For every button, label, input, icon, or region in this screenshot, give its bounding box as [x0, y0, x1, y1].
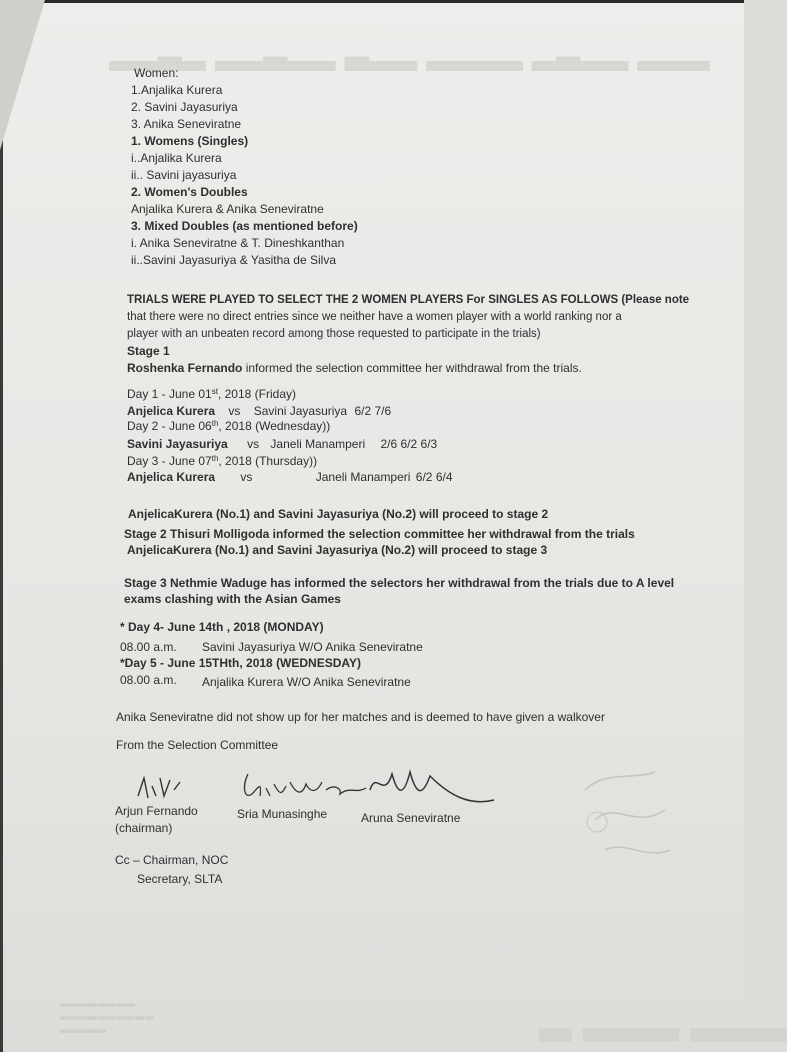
day-suffix: th: [211, 454, 219, 463]
stage2-note: Stage 2 Thisuri Molligoda informed the selection committee her withdrawal from the trials: [124, 527, 635, 541]
signatory-role: (chairman): [115, 821, 173, 835]
cc-line: Cc – Chairman, NOC: [115, 853, 229, 867]
player-two: Janeli Manamperi: [270, 437, 366, 451]
day-label: Day 1 - June 01: [127, 387, 212, 401]
day3-match: [127, 470, 453, 485]
versus-label: vs: [228, 404, 241, 418]
mixed-list-item: i. Anika Seneviratne & T. Dineshkanthan: [131, 236, 345, 250]
trials-paragraph-line: TRIALS WERE PLAYED TO SELECT THE 2 WOMEN PLAYERS For SINGLES AS FOLLOWS (Please note: [127, 294, 690, 306]
cc-line: Secretary, SLTA: [137, 872, 223, 886]
women-header: Women:: [134, 66, 179, 80]
day-date-rest: , 2018 (Friday): [217, 387, 296, 401]
stage1-note-rest: informed the selection committee her withdrawal from the trials.: [242, 361, 582, 375]
day-label: Day 2 - June 06: [127, 419, 212, 433]
women-list-item: 2. Savini Jayasuriya: [131, 100, 238, 114]
stage3-note-line: Stage 3 Nethmie Waduge has informed the selectors her withdrawal from the trials due to A level: [124, 576, 675, 590]
page-edge-left: [0, 0, 3, 1052]
player-name: Roshenka Fernando: [127, 361, 243, 375]
show-through-letterhead: ▂▂▃▂ ▂▂▃▂▂ ▃▂▂ ▂▂▂▂ ▂▃▂▂ ▂▂▂: [110, 37, 711, 70]
singles-heading: 1. Womens (Singles): [131, 134, 249, 148]
day4-result: Savini Jayasuriya W/O Anika Seneviratne: [202, 640, 423, 654]
stage1-label: Stage 1: [127, 344, 170, 358]
walkover-note: Anika Seneviratne did not show up for her matches and is deemed to have given a walkover: [116, 710, 605, 724]
day-suffix: th: [211, 419, 219, 428]
proceed-stage3: AnjelicaKurera (No.1) and Savini Jayasuriya (No.2) will proceed to stage 3: [127, 543, 548, 557]
show-through-number: ▂ ▂▂▂ ▂▂▂: [540, 996, 787, 1040]
show-through-logo: ▂▂▂▂▂▂▂▂ ▂▂▂▂▂▂▂▂▂▂ ▂▂▂▂▂: [60, 995, 155, 1033]
versus-label: vs: [247, 437, 260, 451]
day-label: Day 3 - June 07: [127, 454, 212, 468]
match-score: 6/2 7/6: [354, 404, 392, 418]
trials-paragraph-line: player with an unbeaten record among those requested to participate in the trials): [127, 328, 541, 340]
faint-handwritten-annotation: [575, 760, 685, 880]
page-edge-top: [0, 0, 744, 3]
signatory-name: Arjun Fernando: [115, 804, 198, 818]
day5-result: Anjalika Kurera W/O Anika Seneviratne: [202, 675, 411, 689]
folded-corner: [0, 0, 45, 150]
match-score: 6/2 6/4: [415, 470, 453, 484]
day2-match: [127, 437, 437, 452]
mixed-heading: 3. Mixed Doubles (as mentioned before): [131, 219, 358, 233]
singles-list-item: ii.. Savini jayasuriya: [131, 168, 237, 182]
player-one: Savini Jayasuriya: [127, 437, 228, 451]
stage1-note: [127, 361, 582, 376]
doubles-heading: 2. Women's Doubles: [131, 185, 248, 199]
match-score: 2/6 6/2 6/3: [380, 437, 438, 451]
mixed-list-item: ii..Savini Jayasuriya & Yasitha de Silva: [131, 253, 336, 267]
day5-heading: *Day 5 - June 15THth, 2018 (WEDNESDAY): [120, 656, 361, 670]
day4-time: 08.00 a.m.: [120, 640, 177, 654]
versus-label: vs: [240, 470, 253, 484]
proceed-stage2: AnjelicaKurera (No.1) and Savini Jayasuriya (No.2) will proceed to stage 2: [128, 507, 549, 521]
women-list-item: 3. Anika Seneviratne: [131, 117, 242, 131]
day3-heading: [127, 454, 317, 469]
day2-heading: [127, 419, 330, 434]
doubles-pair: Anjalika Kurera & Anika Seneviratne: [131, 202, 324, 216]
singles-list-item: i..Anjalika Kurera: [131, 151, 222, 165]
day1-match: [127, 404, 391, 419]
day-date-rest: , 2018 (Wednesday)): [218, 419, 331, 433]
player-two: Janeli Manamperi: [315, 470, 411, 484]
from-committee: From the Selection Committee: [116, 738, 279, 752]
signatory-name: Aruna Seneviratne: [361, 811, 461, 825]
player-two: Savini Jayasuriya: [253, 404, 348, 418]
signatory-name: Sria Munasinghe: [237, 807, 328, 821]
trials-paragraph-line: that there were no direct entries since we neither have a women player with a world ranking nor a: [127, 311, 622, 323]
player-one: Anjelica Kurera: [127, 404, 216, 418]
player-one: Anjelica Kurera: [127, 470, 216, 484]
women-list-item: 1.Anjalika Kurera: [131, 83, 223, 97]
day5-time: 08.00 a.m.: [120, 673, 177, 687]
stage3-note-line: exams clashing with the Asian Games: [124, 592, 341, 606]
day4-heading: * Day 4- June 14th , 2018 (MONDAY): [120, 620, 324, 634]
day-date-rest: , 2018 (Thursday)): [218, 454, 318, 468]
day-suffix: st: [211, 387, 218, 396]
day1-heading: [127, 387, 296, 402]
